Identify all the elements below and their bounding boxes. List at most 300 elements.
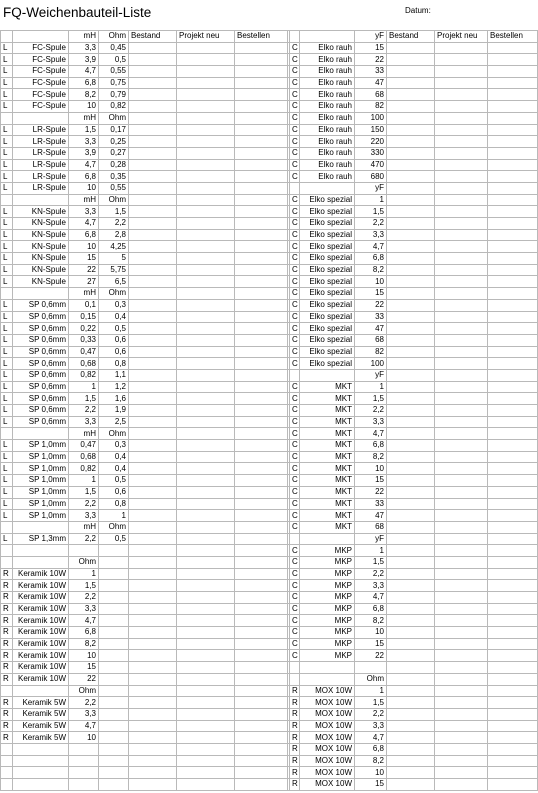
right-name-cell[interactable]: Elko rauh	[300, 101, 355, 113]
right-bestand-cell[interactable]	[387, 662, 435, 674]
right-value-cell[interactable]: 10	[355, 627, 387, 639]
right-bestand-cell[interactable]	[387, 136, 435, 148]
left-bestellen-cell[interactable]	[235, 416, 288, 428]
right-bestellen-cell[interactable]	[488, 580, 538, 592]
left-type-cell[interactable]: L	[1, 89, 13, 101]
right-bestand-cell[interactable]	[387, 147, 435, 159]
left-name-cell[interactable]	[13, 112, 69, 124]
right-name-cell[interactable]: Elko spezial	[300, 206, 355, 218]
right-bestellen-cell[interactable]	[488, 673, 538, 685]
left-projekt-neu-cell[interactable]	[177, 556, 235, 568]
right-name-cell[interactable]: MKP	[300, 627, 355, 639]
left-value-cell[interactable]: 22	[69, 673, 99, 685]
left-type-cell[interactable]: L	[1, 311, 13, 323]
right-projekt-neu-cell[interactable]	[435, 592, 488, 604]
right-bestand-cell[interactable]	[387, 779, 435, 791]
left-projekt-neu-cell[interactable]	[177, 276, 235, 288]
right-type-cell[interactable]: R	[290, 743, 300, 755]
left-resistance-cell[interactable]	[99, 603, 129, 615]
right-value-cell[interactable]: yF	[355, 182, 387, 194]
left-bestand-cell[interactable]	[129, 311, 177, 323]
left-resistance-cell[interactable]: 2,8	[99, 229, 129, 241]
right-name-cell[interactable]: MKT	[300, 521, 355, 533]
right-bestand-cell[interactable]	[387, 498, 435, 510]
left-projekt-neu-cell[interactable]	[177, 206, 235, 218]
right-projekt-neu-cell[interactable]	[435, 229, 488, 241]
right-bestellen-cell[interactable]	[488, 475, 538, 487]
left-name-cell[interactable]: FC-Spule	[13, 89, 69, 101]
left-projekt-neu-cell[interactable]	[177, 288, 235, 300]
left-bestellen-cell[interactable]	[235, 276, 288, 288]
left-value-cell[interactable]: 2,2	[69, 405, 99, 417]
right-projekt-neu-cell[interactable]	[435, 650, 488, 662]
right-type-cell[interactable]: C	[290, 218, 300, 230]
left-projekt-neu-cell[interactable]	[177, 381, 235, 393]
left-name-cell[interactable]: LR-Spule	[13, 136, 69, 148]
left-type-cell[interactable]: L	[1, 253, 13, 265]
right-projekt-neu-cell[interactable]	[435, 393, 488, 405]
right-bestand-cell[interactable]	[387, 253, 435, 265]
left-bestellen-cell[interactable]	[235, 77, 288, 89]
left-name-cell[interactable]: SP 0,6mm	[13, 334, 69, 346]
left-bestellen-cell[interactable]	[235, 428, 288, 440]
right-projekt-neu-cell[interactable]	[435, 767, 488, 779]
left-bestellen-cell[interactable]	[235, 638, 288, 650]
right-bestand-cell[interactable]	[387, 66, 435, 78]
left-bestellen-cell[interactable]	[235, 182, 288, 194]
right-name-cell[interactable]: MOX 10W	[300, 708, 355, 720]
left-name-cell[interactable]	[13, 428, 69, 440]
left-bestand-cell[interactable]	[129, 463, 177, 475]
right-name-cell[interactable]: MKP	[300, 580, 355, 592]
left-type-cell[interactable]	[1, 685, 13, 697]
right-projekt-neu-cell[interactable]	[435, 451, 488, 463]
right-projekt-neu-cell[interactable]	[435, 66, 488, 78]
left-projekt-neu-cell[interactable]	[177, 755, 235, 767]
left-name-cell[interactable]	[13, 779, 69, 791]
right-type-cell[interactable]	[290, 369, 300, 381]
left-name-cell[interactable]: KN-Spule	[13, 206, 69, 218]
left-type-cell[interactable]: L	[1, 171, 13, 183]
right-bestand-cell[interactable]	[387, 475, 435, 487]
right-value-cell[interactable]: 8,2	[355, 615, 387, 627]
right-name-cell[interactable]: Elko rauh	[300, 136, 355, 148]
right-projekt-neu-cell[interactable]	[435, 673, 488, 685]
left-name-cell[interactable]: FC-Spule	[13, 101, 69, 113]
left-value-cell[interactable]: mH	[69, 112, 99, 124]
left-name-cell[interactable]: Keramik 5W	[13, 697, 69, 709]
right-name-cell[interactable]	[300, 533, 355, 545]
left-type-cell[interactable]: R	[1, 673, 13, 685]
left-value-cell[interactable]: 1,5	[69, 486, 99, 498]
right-bestellen-cell[interactable]	[488, 182, 538, 194]
left-resistance-cell[interactable]: 0,25	[99, 136, 129, 148]
left-type-cell[interactable]: L	[1, 264, 13, 276]
left-name-cell[interactable]: SP 1,0mm	[13, 475, 69, 487]
right-bestellen-cell[interactable]	[488, 112, 538, 124]
left-projekt-neu-cell[interactable]	[177, 440, 235, 452]
left-type-cell[interactable]: L	[1, 475, 13, 487]
right-projekt-neu-cell[interactable]	[435, 440, 488, 452]
left-value-cell[interactable]: 1	[69, 381, 99, 393]
left-bestand-cell[interactable]	[129, 369, 177, 381]
left-bestand-cell[interactable]	[129, 708, 177, 720]
right-projekt-neu-cell[interactable]	[435, 627, 488, 639]
right-bestellen-cell[interactable]	[488, 229, 538, 241]
left-type-cell[interactable]: L	[1, 381, 13, 393]
left-name-cell[interactable]: Keramik 10W	[13, 627, 69, 639]
left-name-cell[interactable]: SP 0,6mm	[13, 393, 69, 405]
right-value-cell[interactable]: 4,7	[355, 732, 387, 744]
left-bestellen-cell[interactable]	[235, 592, 288, 604]
right-type-cell[interactable]: C	[290, 592, 300, 604]
left-type-cell[interactable]	[1, 112, 13, 124]
right-name-cell[interactable]: MKT	[300, 381, 355, 393]
right-value-cell[interactable]: 68	[355, 89, 387, 101]
right-value-cell[interactable]: 10	[355, 276, 387, 288]
left-value-cell[interactable]: 10	[69, 650, 99, 662]
right-bestellen-cell[interactable]	[488, 779, 538, 791]
left-bestellen-cell[interactable]	[235, 708, 288, 720]
left-bestellen-cell[interactable]	[235, 218, 288, 230]
left-projekt-neu-cell[interactable]	[177, 264, 235, 276]
left-name-cell[interactable]: SP 0,6mm	[13, 299, 69, 311]
left-type-cell[interactable]: R	[1, 627, 13, 639]
right-type-cell[interactable]: C	[290, 463, 300, 475]
right-name-cell[interactable]: Elko spezial	[300, 194, 355, 206]
left-bestellen-cell[interactable]	[235, 42, 288, 54]
left-resistance-cell[interactable]: 1	[99, 510, 129, 522]
right-projekt-neu-cell[interactable]	[435, 358, 488, 370]
right-bestellen-cell[interactable]	[488, 393, 538, 405]
left-bestellen-cell[interactable]	[235, 358, 288, 370]
right-value-cell[interactable]: 6,8	[355, 743, 387, 755]
right-type-cell[interactable]: C	[290, 498, 300, 510]
right-value-cell[interactable]: yF	[355, 533, 387, 545]
right-bestellen-cell[interactable]	[488, 662, 538, 674]
left-type-cell[interactable]: L	[1, 334, 13, 346]
right-projekt-neu-cell[interactable]	[435, 241, 488, 253]
right-projekt-neu-cell[interactable]	[435, 276, 488, 288]
right-type-cell[interactable]	[290, 182, 300, 194]
left-projekt-neu-cell[interactable]	[177, 615, 235, 627]
left-bestellen-cell[interactable]	[235, 662, 288, 674]
left-projekt-neu-cell[interactable]	[177, 393, 235, 405]
right-bestand-cell[interactable]	[387, 755, 435, 767]
right-bestellen-cell[interactable]	[488, 451, 538, 463]
left-type-cell[interactable]: L	[1, 276, 13, 288]
right-name-cell[interactable]: Elko spezial	[300, 334, 355, 346]
right-name-cell[interactable]: Elko rauh	[300, 112, 355, 124]
right-value-cell[interactable]: 4,7	[355, 241, 387, 253]
left-value-cell[interactable]: 6,8	[69, 171, 99, 183]
right-type-cell[interactable]: C	[290, 416, 300, 428]
right-type-cell[interactable]: C	[290, 440, 300, 452]
left-projekt-neu-cell[interactable]	[177, 533, 235, 545]
left-bestand-cell[interactable]	[129, 580, 177, 592]
left-bestellen-cell[interactable]	[235, 650, 288, 662]
left-value-cell[interactable]: 4,7	[69, 218, 99, 230]
left-value-cell[interactable]: 10	[69, 101, 99, 113]
left-name-cell[interactable]: KN-Spule	[13, 253, 69, 265]
right-bestellen-cell[interactable]	[488, 697, 538, 709]
right-bestand-cell[interactable]	[387, 112, 435, 124]
right-type-cell[interactable]: C	[290, 334, 300, 346]
right-bestellen-cell[interactable]	[488, 241, 538, 253]
header-bestellen-right[interactable]: Bestellen	[488, 31, 538, 43]
right-name-cell[interactable]: Elko spezial	[300, 218, 355, 230]
left-resistance-cell[interactable]: 0,5	[99, 475, 129, 487]
left-bestellen-cell[interactable]	[235, 159, 288, 171]
left-value-cell[interactable]: 1	[69, 568, 99, 580]
right-bestand-cell[interactable]	[387, 405, 435, 417]
right-type-cell[interactable]: C	[290, 650, 300, 662]
left-projekt-neu-cell[interactable]	[177, 475, 235, 487]
left-name-cell[interactable]	[13, 743, 69, 755]
left-type-cell[interactable]: L	[1, 346, 13, 358]
left-bestand-cell[interactable]	[129, 510, 177, 522]
right-bestand-cell[interactable]	[387, 767, 435, 779]
left-bestellen-cell[interactable]	[235, 568, 288, 580]
left-bestand-cell[interactable]	[129, 147, 177, 159]
right-bestand-cell[interactable]	[387, 743, 435, 755]
right-bestand-cell[interactable]	[387, 627, 435, 639]
left-projekt-neu-cell[interactable]	[177, 638, 235, 650]
left-value-cell[interactable]: 1,5	[69, 124, 99, 136]
left-resistance-cell[interactable]	[99, 556, 129, 568]
left-projekt-neu-cell[interactable]	[177, 662, 235, 674]
left-bestellen-cell[interactable]	[235, 673, 288, 685]
right-bestand-cell[interactable]	[387, 673, 435, 685]
right-bestellen-cell[interactable]	[488, 147, 538, 159]
right-value-cell[interactable]: 15	[355, 475, 387, 487]
left-projekt-neu-cell[interactable]	[177, 334, 235, 346]
right-projekt-neu-cell[interactable]	[435, 510, 488, 522]
left-bestand-cell[interactable]	[129, 276, 177, 288]
left-projekt-neu-cell[interactable]	[177, 42, 235, 54]
right-name-cell[interactable]: MOX 10W	[300, 779, 355, 791]
right-value-cell[interactable]: 33	[355, 311, 387, 323]
right-value-cell[interactable]: 6,8	[355, 603, 387, 615]
left-projekt-neu-cell[interactable]	[177, 708, 235, 720]
right-projekt-neu-cell[interactable]	[435, 171, 488, 183]
left-bestand-cell[interactable]	[129, 241, 177, 253]
right-value-cell[interactable]: 1,5	[355, 206, 387, 218]
right-name-cell[interactable]	[300, 182, 355, 194]
right-type-cell[interactable]: C	[290, 486, 300, 498]
left-value-cell[interactable]: 1	[69, 475, 99, 487]
right-bestand-cell[interactable]	[387, 369, 435, 381]
right-projekt-neu-cell[interactable]	[435, 638, 488, 650]
right-bestand-cell[interactable]	[387, 171, 435, 183]
right-value-cell[interactable]: 2,2	[355, 405, 387, 417]
left-name-cell[interactable]: KN-Spule	[13, 218, 69, 230]
right-type-cell[interactable]: C	[290, 241, 300, 253]
header-left-unit-2[interactable]: Ohm	[99, 31, 129, 43]
right-value-cell[interactable]: 47	[355, 323, 387, 335]
right-value-cell[interactable]: 22	[355, 299, 387, 311]
right-projekt-neu-cell[interactable]	[435, 77, 488, 89]
right-projekt-neu-cell[interactable]	[435, 323, 488, 335]
header-projekt-neu-right[interactable]: Projekt neu	[435, 31, 488, 43]
left-type-cell[interactable]	[1, 556, 13, 568]
right-bestellen-cell[interactable]	[488, 405, 538, 417]
right-projekt-neu-cell[interactable]	[435, 568, 488, 580]
right-projekt-neu-cell[interactable]	[435, 580, 488, 592]
left-resistance-cell[interactable]: 1,9	[99, 405, 129, 417]
right-projekt-neu-cell[interactable]	[435, 463, 488, 475]
left-bestand-cell[interactable]	[129, 428, 177, 440]
left-bestellen-cell[interactable]	[235, 346, 288, 358]
left-type-cell[interactable]: L	[1, 533, 13, 545]
left-name-cell[interactable]	[13, 556, 69, 568]
left-bestand-cell[interactable]	[129, 124, 177, 136]
left-projekt-neu-cell[interactable]	[177, 720, 235, 732]
left-resistance-cell[interactable]: Ohm	[99, 288, 129, 300]
right-bestand-cell[interactable]	[387, 346, 435, 358]
right-projekt-neu-cell[interactable]	[435, 89, 488, 101]
right-projekt-neu-cell[interactable]	[435, 112, 488, 124]
left-value-cell[interactable]: 2,2	[69, 592, 99, 604]
right-name-cell[interactable]: Elko spezial	[300, 241, 355, 253]
left-projekt-neu-cell[interactable]	[177, 697, 235, 709]
left-bestellen-cell[interactable]	[235, 685, 288, 697]
left-value-cell[interactable]	[69, 755, 99, 767]
left-name-cell[interactable]: Keramik 10W	[13, 638, 69, 650]
right-bestand-cell[interactable]	[387, 288, 435, 300]
left-name-cell[interactable]: SP 1,0mm	[13, 486, 69, 498]
header-left-unit-1[interactable]: mH	[69, 31, 99, 43]
right-type-cell[interactable]: R	[290, 732, 300, 744]
right-name-cell[interactable]: MOX 10W	[300, 755, 355, 767]
left-projekt-neu-cell[interactable]	[177, 603, 235, 615]
left-name-cell[interactable]: SP 0,6mm	[13, 323, 69, 335]
left-projekt-neu-cell[interactable]	[177, 136, 235, 148]
left-resistance-cell[interactable]	[99, 697, 129, 709]
right-name-cell[interactable]: Elko spezial	[300, 276, 355, 288]
right-type-cell[interactable]: C	[290, 568, 300, 580]
left-type-cell[interactable]: L	[1, 54, 13, 66]
right-bestand-cell[interactable]	[387, 311, 435, 323]
right-projekt-neu-cell[interactable]	[435, 136, 488, 148]
right-bestand-cell[interactable]	[387, 416, 435, 428]
right-value-cell[interactable]: 8,2	[355, 451, 387, 463]
left-bestellen-cell[interactable]	[235, 580, 288, 592]
right-bestand-cell[interactable]	[387, 264, 435, 276]
left-name-cell[interactable]: SP 1,0mm	[13, 451, 69, 463]
left-name-cell[interactable]: SP 0,6mm	[13, 346, 69, 358]
right-value-cell[interactable]: 15	[355, 288, 387, 300]
right-value-cell[interactable]: 6,8	[355, 440, 387, 452]
left-bestellen-cell[interactable]	[235, 556, 288, 568]
left-resistance-cell[interactable]: 6,5	[99, 276, 129, 288]
right-name-cell[interactable]: MKP	[300, 568, 355, 580]
left-resistance-cell[interactable]: 5	[99, 253, 129, 265]
right-bestand-cell[interactable]	[387, 159, 435, 171]
left-name-cell[interactable]: LR-Spule	[13, 147, 69, 159]
right-bestellen-cell[interactable]	[488, 54, 538, 66]
right-type-cell[interactable]: C	[290, 311, 300, 323]
left-projekt-neu-cell[interactable]	[177, 510, 235, 522]
left-resistance-cell[interactable]: 0,45	[99, 42, 129, 54]
left-value-cell[interactable]: 3,9	[69, 147, 99, 159]
right-value-cell[interactable]: 47	[355, 77, 387, 89]
right-value-cell[interactable]: 1	[355, 685, 387, 697]
right-name-cell[interactable]: Elko rauh	[300, 124, 355, 136]
left-name-cell[interactable]: LR-Spule	[13, 124, 69, 136]
right-bestellen-cell[interactable]	[488, 218, 538, 230]
left-projekt-neu-cell[interactable]	[177, 171, 235, 183]
right-bestellen-cell[interactable]	[488, 206, 538, 218]
header-bestand-left[interactable]: Bestand	[129, 31, 177, 43]
left-value-cell[interactable]: mH	[69, 288, 99, 300]
left-type-cell[interactable]	[1, 779, 13, 791]
right-bestand-cell[interactable]	[387, 381, 435, 393]
left-value-cell[interactable]: 2,2	[69, 498, 99, 510]
left-value-cell[interactable]: 10	[69, 241, 99, 253]
right-type-cell[interactable]: C	[290, 451, 300, 463]
right-type-cell[interactable]: C	[290, 299, 300, 311]
right-value-cell[interactable]: yF	[355, 369, 387, 381]
right-projekt-neu-cell[interactable]	[435, 486, 488, 498]
left-resistance-cell[interactable]: 0,3	[99, 299, 129, 311]
left-resistance-cell[interactable]	[99, 743, 129, 755]
left-projekt-neu-cell[interactable]	[177, 323, 235, 335]
left-type-cell[interactable]: R	[1, 603, 13, 615]
left-name-cell[interactable]: SP 0,6mm	[13, 416, 69, 428]
left-bestellen-cell[interactable]	[235, 697, 288, 709]
right-bestellen-cell[interactable]	[488, 101, 538, 113]
left-resistance-cell[interactable]: 4,25	[99, 241, 129, 253]
left-name-cell[interactable]: SP 1,3mm	[13, 533, 69, 545]
right-name-cell[interactable]: Elko spezial	[300, 253, 355, 265]
left-projekt-neu-cell[interactable]	[177, 253, 235, 265]
left-name-cell[interactable]: LR-Spule	[13, 159, 69, 171]
left-value-cell[interactable]: 8,2	[69, 89, 99, 101]
right-bestellen-cell[interactable]	[488, 556, 538, 568]
right-type-cell[interactable]: C	[290, 580, 300, 592]
right-bestellen-cell[interactable]	[488, 311, 538, 323]
left-projekt-neu-cell[interactable]	[177, 580, 235, 592]
right-bestand-cell[interactable]	[387, 182, 435, 194]
left-resistance-cell[interactable]	[99, 568, 129, 580]
right-projekt-neu-cell[interactable]	[435, 299, 488, 311]
left-bestellen-cell[interactable]	[235, 603, 288, 615]
left-projekt-neu-cell[interactable]	[177, 89, 235, 101]
right-projekt-neu-cell[interactable]	[435, 264, 488, 276]
left-bestand-cell[interactable]	[129, 767, 177, 779]
left-bestellen-cell[interactable]	[235, 264, 288, 276]
left-resistance-cell[interactable]	[99, 627, 129, 639]
right-bestellen-cell[interactable]	[488, 486, 538, 498]
left-bestand-cell[interactable]	[129, 136, 177, 148]
left-type-cell[interactable]: L	[1, 405, 13, 417]
right-projekt-neu-cell[interactable]	[435, 346, 488, 358]
left-type-cell[interactable]: R	[1, 720, 13, 732]
right-bestand-cell[interactable]	[387, 592, 435, 604]
right-type-cell[interactable]: C	[290, 136, 300, 148]
left-value-cell[interactable]: 1,5	[69, 580, 99, 592]
left-value-cell[interactable]: 0,47	[69, 346, 99, 358]
right-value-cell[interactable]: 4,7	[355, 428, 387, 440]
cell-empty[interactable]	[290, 31, 300, 43]
left-bestand-cell[interactable]	[129, 732, 177, 744]
right-bestand-cell[interactable]	[387, 440, 435, 452]
left-resistance-cell[interactable]: 0,6	[99, 346, 129, 358]
right-name-cell[interactable]: Elko spezial	[300, 288, 355, 300]
right-bestand-cell[interactable]	[387, 545, 435, 557]
left-resistance-cell[interactable]: 2,5	[99, 416, 129, 428]
